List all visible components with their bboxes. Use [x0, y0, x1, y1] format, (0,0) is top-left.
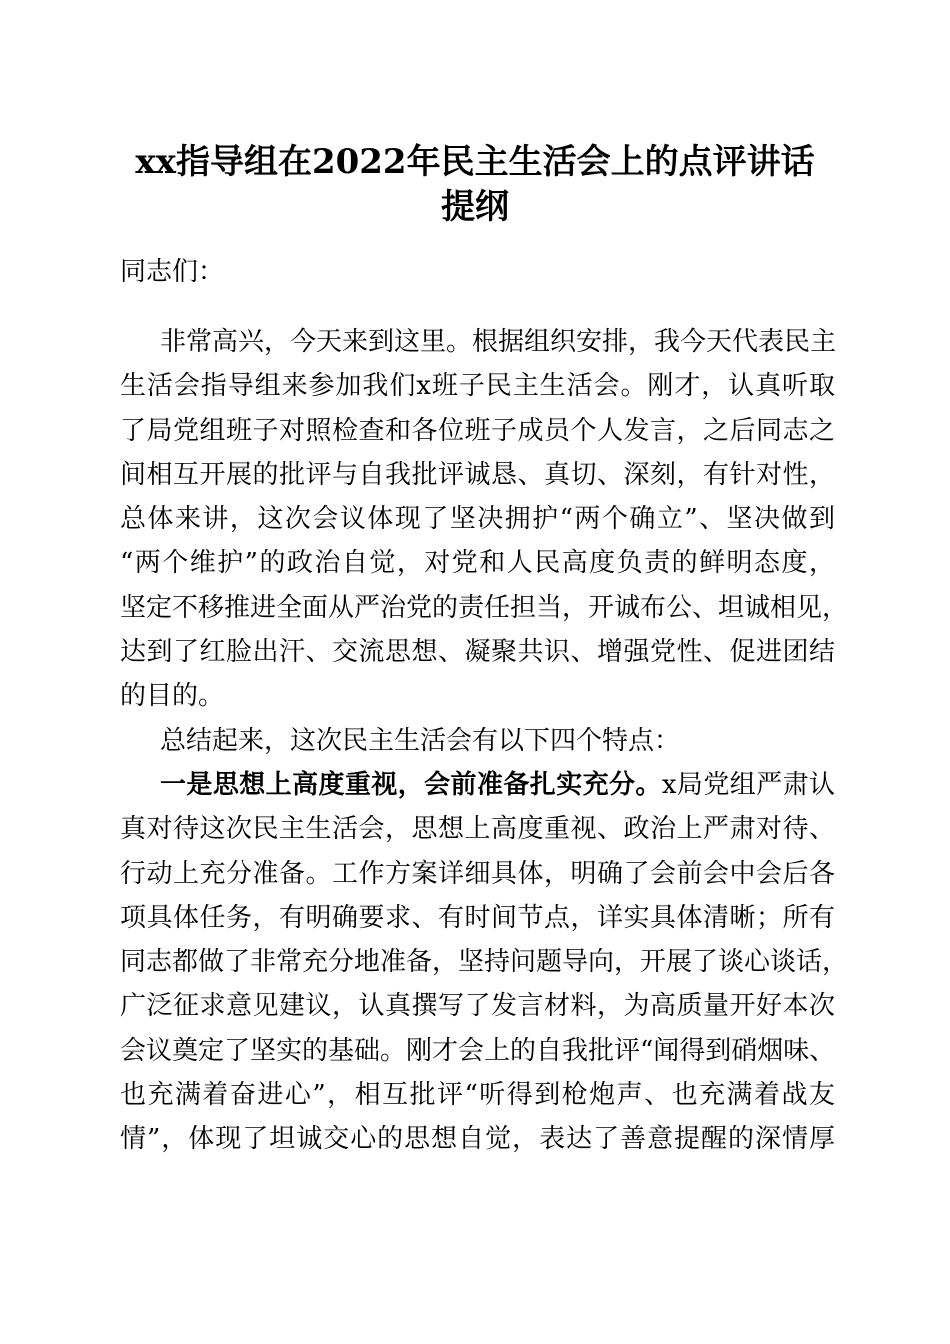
- text-line: 真对待这次民主生活会，思想上高度重视、政治上严肃对待、: [120, 814, 835, 845]
- text-line: 广泛征求意见建议，认真撰写了发言材料，为高质量开好本次: [120, 991, 835, 1022]
- text-line: 总结起来，这次民主生活会有以下四个特点：: [160, 725, 681, 756]
- text-line: 间相互开展的批评与自我批评诚恳、真切、深刻，有针对性，: [120, 459, 835, 490]
- text-span: x局党组严肃认: [661, 769, 835, 800]
- text-line: 了局党组班子对照检查和各位班子成员个人发言，之后同志之: [120, 415, 835, 446]
- document-title-line-1: xx指导组在2022年民主生活会上的点评讲话: [135, 142, 815, 182]
- text-line: 项具体任务，有明确要求、有时间节点，详实具体清晰；所有: [120, 902, 835, 933]
- document-body: [120, 325, 849, 1167]
- text-line: 也充满着奋进心”，相互批评“听得到枪炮声、也充满着战友: [120, 1080, 835, 1111]
- point-heading: 一是思想上高度重视，会前准备扎实充分。: [160, 769, 662, 800]
- text-line: 达到了红脸出汗、交流思想、凝聚共识、增强党性、促进团结: [120, 637, 835, 668]
- text-line: 同志都做了非常充分地准备，坚持问题导向，开展了谈心谈话，: [120, 947, 849, 978]
- paragraph-opening: [120, 325, 849, 724]
- paragraph-point-one: [120, 768, 849, 1167]
- document-title-line-2: 提纲: [441, 187, 509, 227]
- text-line: [120, 768, 835, 812]
- text-line: 的目的。: [120, 681, 225, 712]
- paragraph-summary: [120, 724, 835, 768]
- text-line: 情”，体现了坦诚交心的思想自觉，表达了善意提醒的深情厚: [120, 1124, 835, 1155]
- text-line: 总体来讲，这次会议体现了坚决拥护“两个确立”、坚决做到: [120, 504, 835, 535]
- text-line: “两个维护”的政治自觉，对党和人民高度负责的鲜明态度，: [120, 548, 835, 579]
- salutation: 同志们：: [120, 257, 225, 287]
- text-line: 生活会指导组来参加我们x班子民主生活会。刚才，认真听取: [120, 371, 835, 402]
- text-line: 非常高兴，今天来到这里。根据组织安排，我今天代表民主: [160, 327, 837, 357]
- text-line: 会议奠定了坚实的基础。刚才会上的自我批评“闻得到硝烟味、: [120, 1035, 836, 1066]
- text-line: 行动上充分准备。工作方案详细具体，明确了会前会中会后各: [120, 858, 835, 889]
- text-line: 坚定不移推进全面从严治党的责任担当，开诚布公、坦诚相见，: [120, 592, 849, 623]
